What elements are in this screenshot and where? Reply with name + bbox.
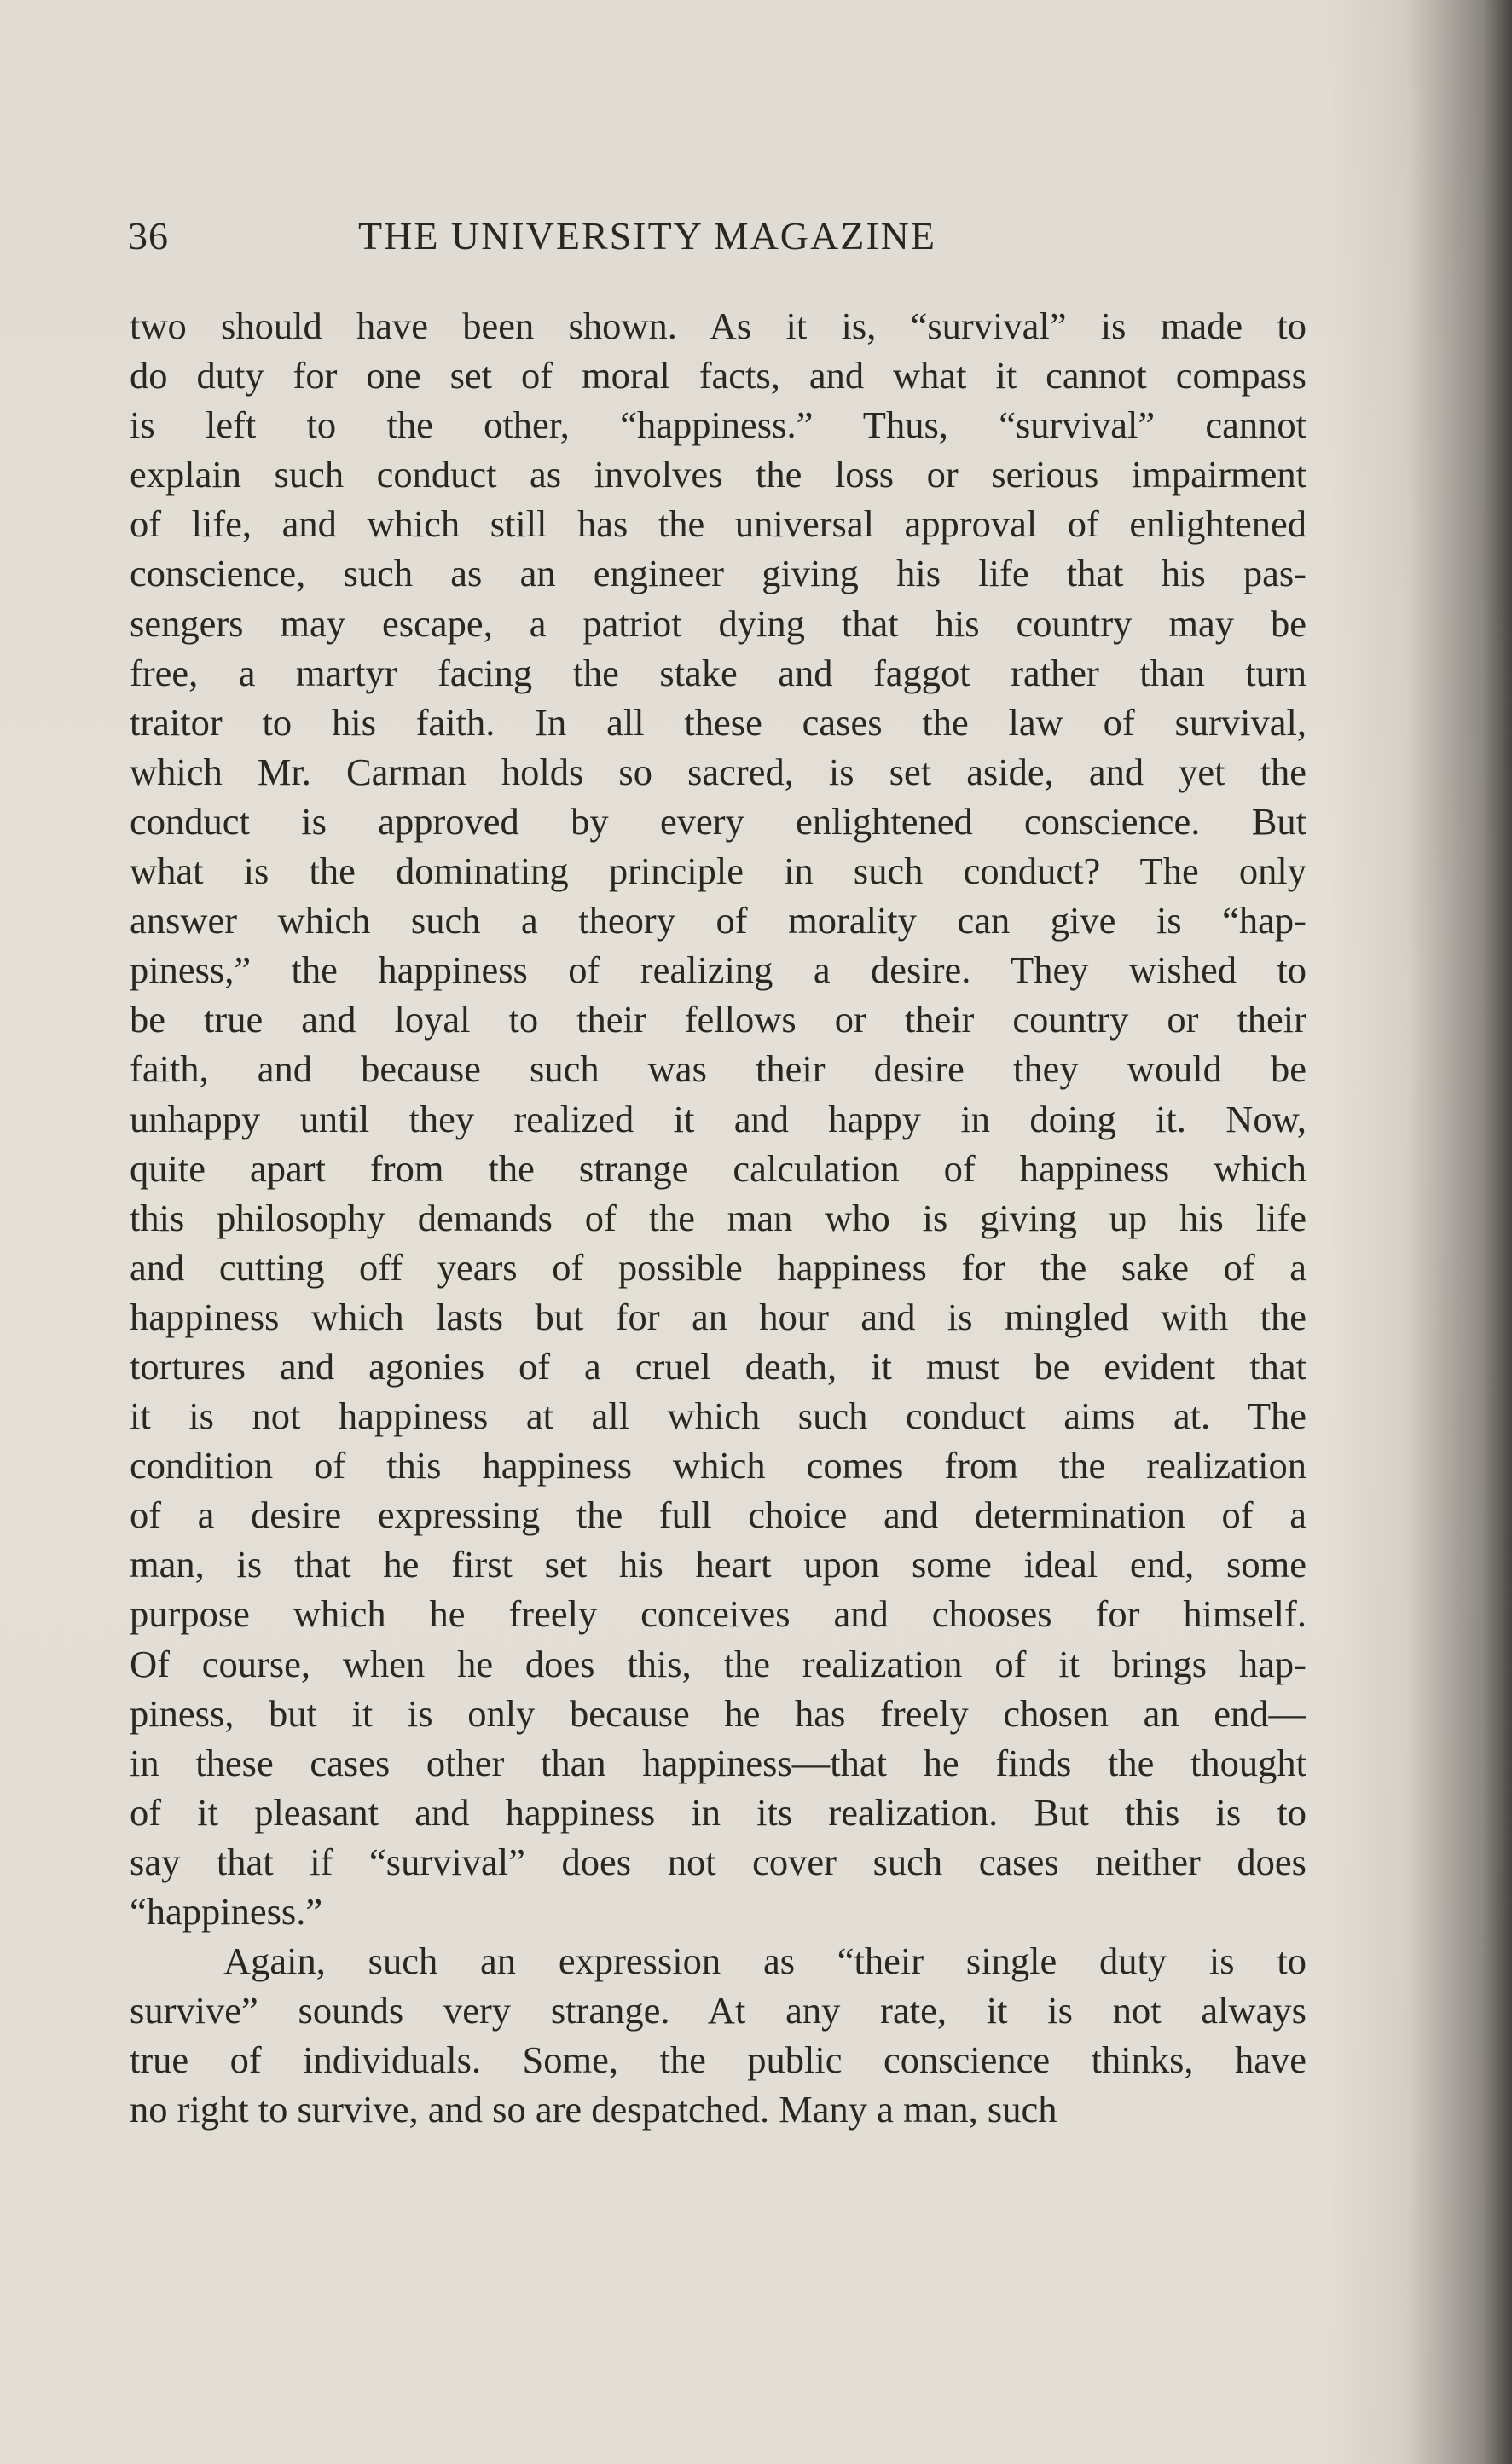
- text-line: is left to the other, “happiness.” Thus, “survival” cannot: [130, 403, 1306, 447]
- text-line: in these cases other than happiness—that he finds the thought: [130, 1741, 1306, 1784]
- text-line: explain such conduct as involves the loss or serious impairment: [130, 453, 1306, 496]
- text-line: which Mr. Carman holds so sacred, is set aside, and yet the: [130, 750, 1306, 793]
- page-number: 36: [128, 214, 169, 258]
- text-line: condition of this happiness which comes from the realization: [130, 1444, 1306, 1487]
- text-line: unhappy until they realized it and happy in doing it. Now,: [130, 1097, 1306, 1140]
- text-line: free, a martyr facing the stake and faggot rather than turn: [130, 651, 1306, 694]
- text-line: tortures and agonies of a cruel death, it must be evident that: [130, 1344, 1306, 1388]
- text-line: it is not happiness at all which such conduct aims at. The: [130, 1394, 1306, 1438]
- text-line: man, is that he first set his heart upon some ideal end, some: [130, 1543, 1306, 1586]
- text-line: this philosophy demands of the man who is giving up his life: [130, 1196, 1306, 1239]
- text-line: “happiness.”: [130, 1890, 323, 1933]
- text-line: happiness which lasts but for an hour and is mingled with the: [130, 1295, 1306, 1338]
- text-line: true of individuals. Some, the public conscience thinks, have: [130, 2038, 1306, 2082]
- text-line: purpose which he freely conceives and chooses for himself.: [130, 1592, 1306, 1636]
- text-line: piness, but it is only because he has freely chosen an end—: [130, 1691, 1306, 1735]
- text-line: traitor to his faith. In all these cases the law of survival,: [130, 700, 1306, 744]
- paragraph-1: [130, 301, 1306, 1936]
- text-line: quite apart from the strange calculation of happiness which: [130, 1146, 1306, 1190]
- paragraph-2: [130, 1936, 1306, 2134]
- text-line: what is the dominating principle in such conduct? The only: [130, 849, 1306, 893]
- text-line: of life, and which still has the universal approval of enlightened: [130, 502, 1306, 546]
- text-line: and cutting off years of possible happiness for the sake of a: [130, 1245, 1306, 1289]
- text-line: say that if “survival” does not cover such cases neither does: [130, 1840, 1306, 1883]
- text-line: of a desire expressing the full choice and determination of a: [130, 1493, 1306, 1537]
- text-line: Of course, when he does this, the realization of it brings hap-: [130, 1642, 1306, 1685]
- text-line: survive” sounds very strange. At any rate, it is not always: [130, 1989, 1306, 2032]
- page-header: [128, 213, 1313, 273]
- text-line: piness,” the happiness of realizing a desire. They wished to: [130, 948, 1306, 992]
- text-line: faith, and because such was their desire they would be: [130, 1047, 1306, 1091]
- running-head: THE UNIVERSITY MAGAZINE: [358, 214, 936, 258]
- text-line: of it pleasant and happiness in its realization. But this is to: [130, 1790, 1306, 1834]
- text-line: answer which such a theory of morality can give is “hap-: [130, 899, 1306, 942]
- text-line: sengers may escape, a patriot dying that his country may be: [130, 601, 1306, 645]
- text-line: conduct is approved by every enlightened conscience. But: [130, 799, 1306, 843]
- text-line: conscience, such as an engineer giving his life that his pas-: [130, 552, 1306, 595]
- text-line: be true and loyal to their fellows or their country or their: [130, 998, 1306, 1041]
- text-line: two should have been shown. As it is, “survival” is made to: [130, 304, 1306, 347]
- text-line: Again, such an expression as “their single duty is to: [223, 1939, 1306, 1983]
- text-line: do duty for one set of moral facts, and what it cannot compass: [130, 354, 1306, 397]
- body-text: [130, 301, 1306, 2134]
- text-line: no right to survive, and so are despatched. Many a man, such: [130, 2088, 1057, 2131]
